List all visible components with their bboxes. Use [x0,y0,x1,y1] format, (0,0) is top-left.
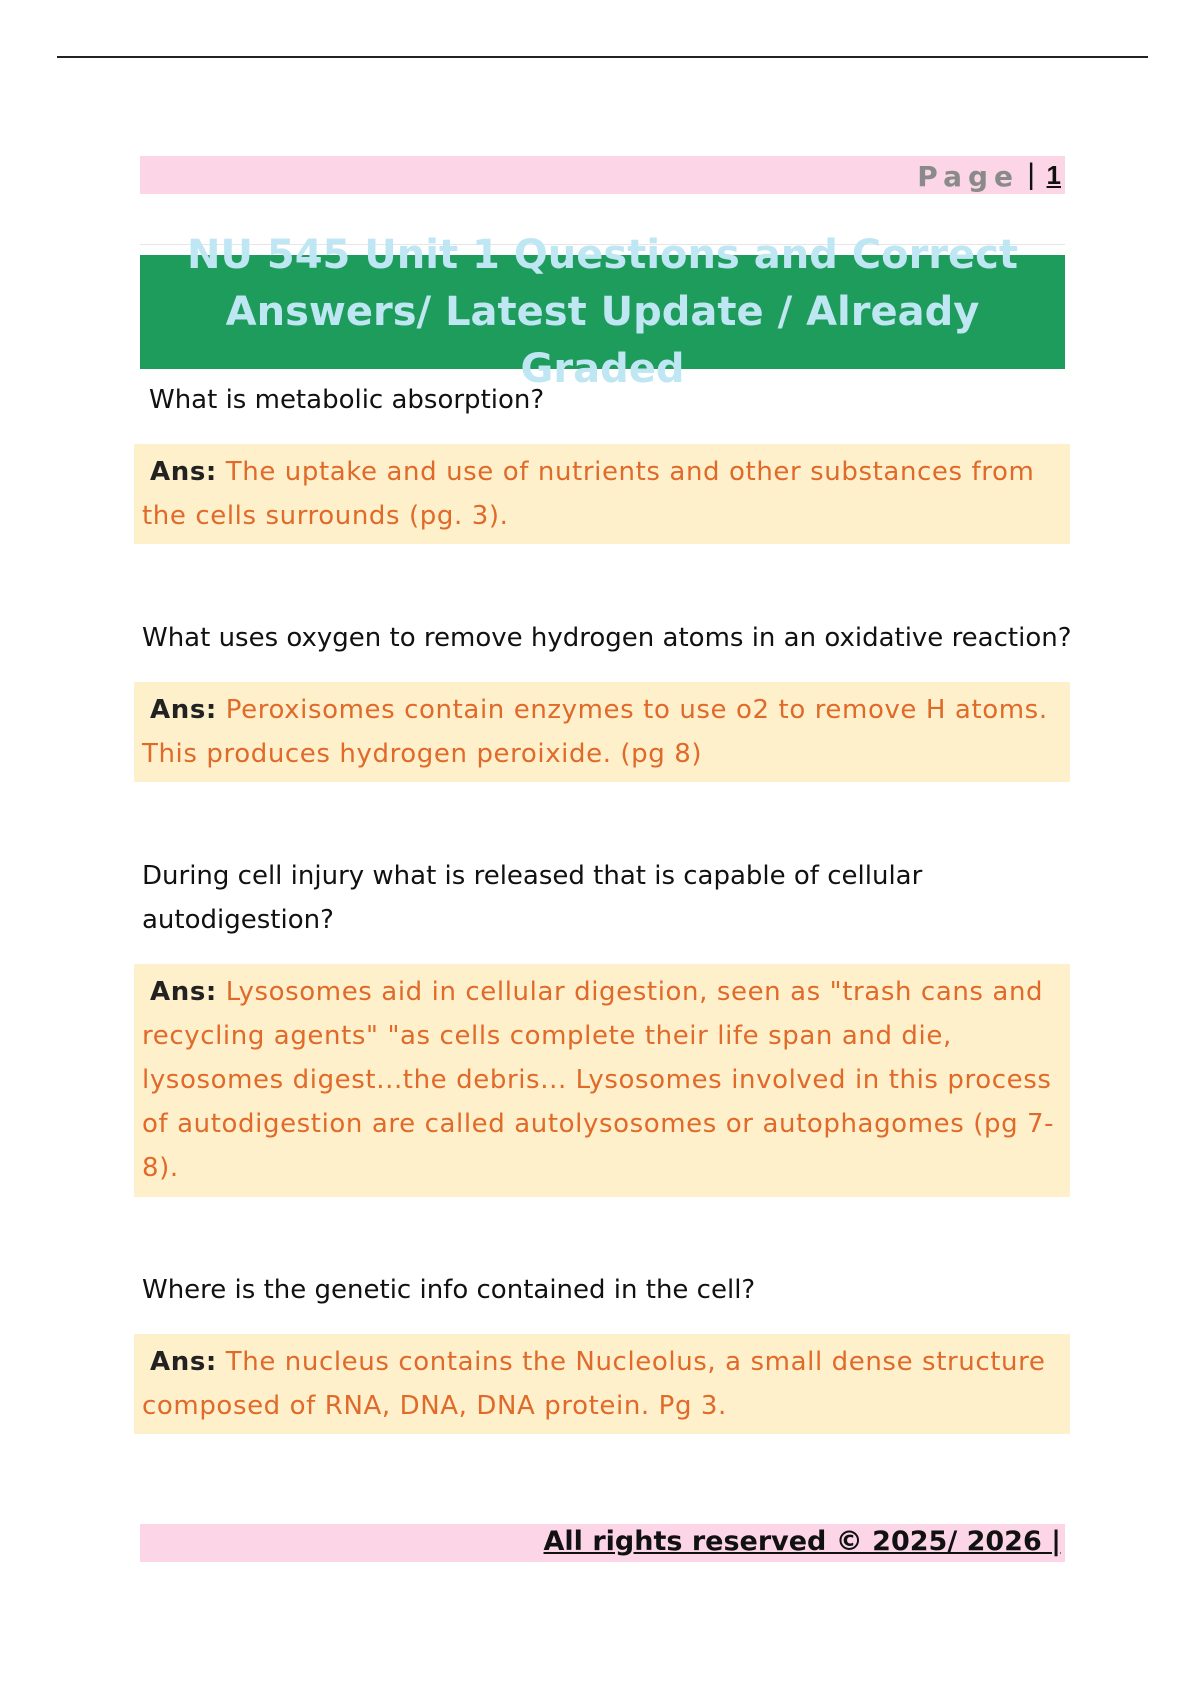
answer-4 [142,1340,1070,1428]
answer-box-4 [134,1334,1070,1434]
question-2: What uses oxygen to remove hydrogen atoms in an oxidative reaction? [142,623,1072,653]
answer-label: Ans: [150,457,217,487]
answer-text: Lysosomes aid in cellular digestion, seen as "trash cans and recycling agents" "as cells complete their life span and die, lysosomes digest...the debris... Lysosomes involved in this process of autodigestion are called autolysosomes or autophagomes (pg 7-8). [142,977,1055,1183]
copyright-notice: All rights reserved © 2025/ 2026 | [543,1526,1061,1557]
answer-box-1 [134,444,1070,544]
answer-label: Ans: [150,977,217,1007]
answer-text: Peroxisomes contain enzymes to use o2 to remove H atoms. This produces hydrogen peroixide. (pg 8) [142,695,1048,769]
title-banner [140,231,1065,392]
question-4: Where is the genetic info contained in the cell? [142,1275,756,1305]
page-header [140,156,1065,194]
question-1: What is metabolic absorption? [149,385,545,415]
top-rule [57,56,1148,58]
page-separator: | [1027,158,1035,191]
answer-box-3 [134,964,1070,1197]
answer-text: The uptake and use of nutrients and other substances from the cells surrounds (pg. 3). [142,457,1035,531]
answer-text: The nucleus contains the Nucleolus, a small dense structure composed of RNA, DNA, DNA protein. Pg 3. [142,1347,1046,1421]
answer-label: Ans: [150,695,217,725]
page-footer [140,1524,1065,1562]
answer-box-2 [134,682,1070,782]
document-title: NU 545 Unit 1 Questions and Correct Answers/ Latest Update / Already Graded [187,231,1018,392]
question-3: During cell injury what is released that is capable of cellular autodigestion? [142,861,923,935]
answer-label: Ans: [150,1347,217,1377]
page-label: Page [917,160,1019,193]
answer-2 [142,688,1070,776]
page-number: 1 [1046,160,1061,190]
answer-3 [142,970,1070,1190]
answer-1 [142,450,1070,538]
